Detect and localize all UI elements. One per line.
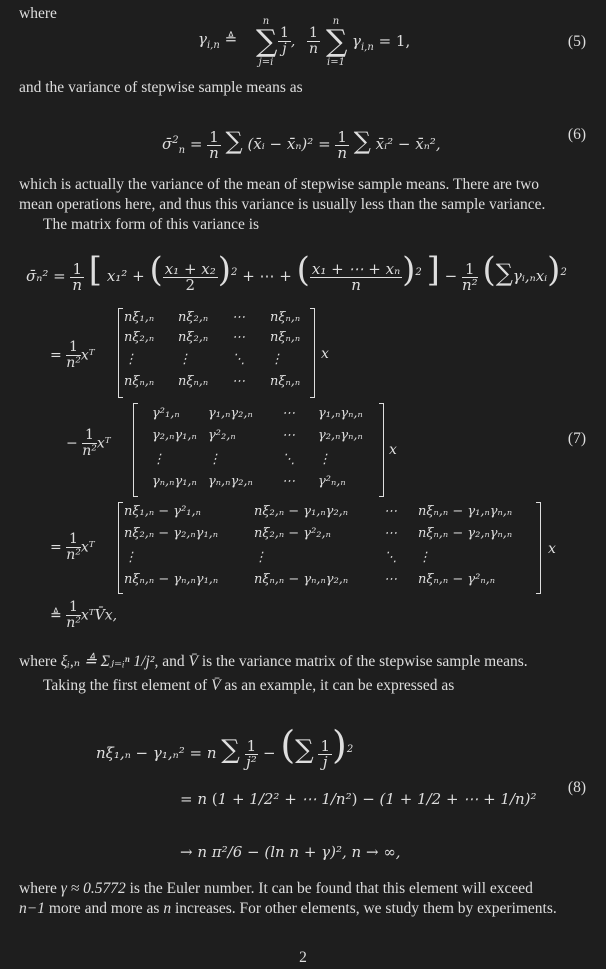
m3-cell: ⋯ [384,504,397,519]
text-taking-first: Taking the first element of V̄ as an example, it can be expressed as [43,677,455,694]
m3-cell: nξ₂,ₙ − γ²₂,ₙ [254,526,331,541]
eq5-frac-1: $\frac{1}{j}$ , [280,25,296,57]
m2-cell: ⋱ [282,452,295,467]
m1-bracket-right [310,308,315,398]
m2-cell: ⋯ [282,428,295,443]
m2-cell: γ₁,ₙγ₂,ₙ [208,406,253,421]
m3-cell: nξ₂,ₙ − γ₂,ₙγ₁,ₙ [124,526,219,541]
text-matrix-form: The matrix form of this variance is [43,216,260,233]
m2-cell: γ²₂,ₙ [208,428,236,443]
m2-bracket-left [133,403,138,497]
m3-cell: ⋱ [384,550,397,565]
text-which-is: which is actually the variance of the mean of stepwise sample means. There are two [19,176,540,193]
page-number: 2 [299,949,307,966]
eq7-row1: σ̄ₙ² = $\frac{1}{n}$ [ x₁² + ( $\frac{\text{x₁ + x₂}}{2}$ )$^2$ + ⋯ + ( $\frac{\text{x₁ + ⋯ + xₙ}}{n}$ )$^2$ ] − $\frac{1}{\text{n²}}$ (∑γᵢ,ₙxᵢ)$^2$ [26,250,567,294]
m3-cell: ⋮ [124,550,137,565]
eq7-m3-prefix: = $\frac{1}{\text{n²}}$ xᵀ [50,531,95,563]
equation-number-7: (7) [567,430,586,447]
m2-cell: γ₁,ₙγₙ,ₙ [318,406,363,421]
eq7-m2-x: x [389,442,397,458]
text-where-1: where [19,5,57,22]
m1-cell: ⋯ [232,310,245,325]
m2-cell: ⋯ [282,406,295,421]
eq7-m3-x: x [548,541,556,557]
text-where-xi: where ξᵢ,ₙ ≜ Σⱼ₌ᵢⁿ 1/j², and V̄ is the variance matrix of the stepwise sample means. [19,653,528,670]
m1-cell: ⋮ [270,352,283,367]
equation-6: σ̄$^2_n$ = $\frac{1}{n}$ ∑ (x̄ᵢ − x̄̄ₙ)² = $\frac{1}{n}$ ∑ x̄ᵢ² − x̄̄ₙ², [162,127,441,162]
m3-cell: ⋯ [384,572,397,587]
m1-cell: nξ₂,ₙ [124,330,155,345]
m1-cell: nξ₁,ₙ [124,310,155,325]
eq7-last: ≜ $\frac{1}{\text{n²}}$ xᵀV̄x, [50,599,118,631]
m3-cell: ⋮ [254,550,267,565]
m1-cell: ⋮ [124,352,137,367]
m2-cell: ⋮ [208,452,221,467]
eq7-m1-prefix: = $\frac{1}{\text{n²}}$ xᵀ [50,339,95,371]
eq5-sum-2: n ∑ i=1 [326,16,348,68]
m2-cell: γ₂,ₙγ₁,ₙ [152,428,197,443]
m1-cell: nξₙ,ₙ [124,374,155,389]
m2-cell: γ²₁,ₙ [152,406,180,421]
eq8-line3: → n π²/6 − (ln n + γ)², n → ∞, [180,843,401,861]
equation-5: $\gamma_{i,n}$ ≜ [198,30,238,51]
m1-cell: nξ₂,ₙ [178,330,209,345]
m2-cell: γ₂,ₙγₙ,ₙ [318,428,363,443]
m2-bracket-right [379,403,384,497]
eq7-m2-prefix: − $\frac{1}{\text{n²}}$ xᵀ [66,427,111,459]
m3-bracket-left [118,502,123,594]
m2-cell: ⋯ [282,474,295,489]
eq7-m1-x: x [321,346,329,362]
eq5-sum-1: n ∑ j=i [256,16,278,68]
equation-number-5: (5) [567,33,586,50]
m1-cell: ⋱ [232,352,245,367]
text-and-variance: and the variance of stepwise sample means as [19,79,303,96]
eq8-line2: = n (1 + 1/2² + ⋯ 1/n²) − (1 + 1/2 + ⋯ + 1/n)² [180,790,537,808]
m3-bracket-right [536,502,541,594]
m2-cell: γₙ,ₙγ₁,ₙ [152,474,197,489]
m3-cell: ⋯ [384,526,397,541]
m3-cell: nξ₁,ₙ − γ²₁,ₙ [124,504,201,519]
m1-cell: ⋯ [232,374,245,389]
m3-cell: nξ₂,ₙ − γ₁,ₙγ₂,ₙ [254,504,349,519]
eq5-frac-2: $\frac{1}{n}$ [308,25,318,57]
eq8-line1: nξ₁,ₙ − γ₁,ₙ² = n ∑ $\frac{1}{\text{j²}}$ − (∑ $\frac{1}{j}$ )$^2$ [96,723,354,771]
m1-cell: nξ₂,ₙ [178,310,209,325]
m1-cell: nξₙ,ₙ [178,374,209,389]
m1-cell: nξₙ,ₙ [270,310,301,325]
equation-number-8: (8) [567,779,586,796]
m2-cell: ⋮ [318,452,331,467]
m3-cell: nξₙ,ₙ − γₙ,ₙγ₁,ₙ [124,572,219,587]
text-where-gamma: where γ ≈ 0.5772 is the Euler number. It can be found that this element will exceed [19,880,533,897]
text-mean-ops: mean operations here, and thus this variance is usually less than the sample variance. [19,196,546,213]
m2-cell: ⋮ [152,452,165,467]
m3-cell: nξₙ,ₙ − γ²ₙ,ₙ [418,572,496,587]
m3-cell: nξₙ,ₙ − γ₁,ₙγₙ,ₙ [418,504,513,519]
m3-cell: ⋮ [418,550,431,565]
m2-cell: γ²ₙ,ₙ [318,474,346,489]
m1-bracket-left [118,308,123,398]
eq5-right: $\gamma_{i,n} = 1$, [352,32,411,53]
m1-cell: ⋯ [232,330,245,345]
m3-cell: nξₙ,ₙ − γ₂,ₙγₙ,ₙ [418,526,513,541]
m1-cell: ⋮ [178,352,191,367]
equation-number-6: (6) [567,126,586,143]
m2-cell: γₙ,ₙγ₂,ₙ [208,474,253,489]
m1-cell: nξₙ,ₙ [270,374,301,389]
m1-cell: nξₙ,ₙ [270,330,301,345]
text-more-and-more: n−1 more and more as n increases. For other elements, we study them by experiments. [19,900,557,917]
m3-cell: nξₙ,ₙ − γₙ,ₙγ₂,ₙ [254,572,349,587]
